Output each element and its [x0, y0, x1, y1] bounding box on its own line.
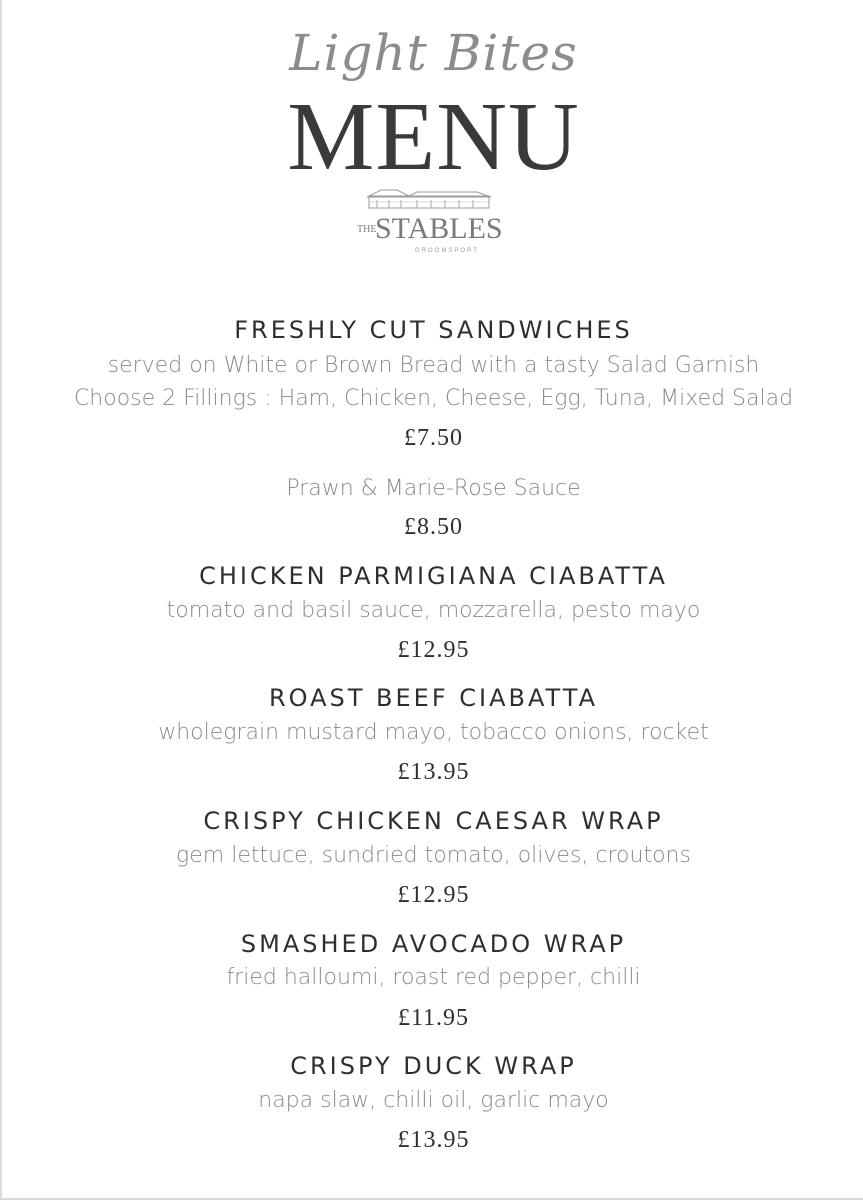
menu-item-description: wholegrain mustard mayo, tobacco onions, rocket — [158, 720, 709, 745]
menu-header — [2, 0, 863, 270]
menu-item-description: gem lettuce, sundried tomato, olives, croutons — [176, 843, 691, 868]
script-title: Light Bites — [289, 24, 578, 82]
sandwiches-heading: FRESHLY CUT SANDWICHES — [234, 316, 633, 344]
menu-item-price: £13.95 — [397, 1127, 470, 1153]
sandwiches-fillings: Choose 2 Fillings : Ham, Chicken, Cheese, Egg, Tuna, Mixed Salad — [73, 386, 794, 411]
menu-item-name: CHICKEN PARMIGIANA CIABATTA — [199, 562, 668, 590]
stables-logo — [353, 188, 503, 264]
menu-item-price: £13.95 — [397, 759, 470, 785]
menu-item-price: £12.95 — [397, 637, 470, 663]
logo-name: STABLES — [375, 212, 503, 245]
menu-item-price: £11.95 — [397, 1005, 470, 1031]
prawn-option-description: Prawn & Marie-Rose Sauce — [286, 476, 581, 501]
menu-item-description: fried halloumi, roast red pepper, chilli — [226, 965, 641, 990]
menu-item-name: ROAST BEEF CIABATTA — [268, 684, 599, 712]
menu-title: MENU — [287, 83, 580, 191]
building-illustration-icon — [367, 188, 491, 210]
prawn-option-price: £8.50 — [404, 514, 463, 540]
menu-item-price: £12.95 — [397, 882, 470, 908]
menu-item-description: tomato and basil sauce, mozzarella, pesto mayo — [166, 598, 701, 623]
logo-prefix: THE — [357, 224, 377, 235]
menu-item-name: SMASHED AVOCADO WRAP — [240, 930, 627, 958]
logo-location: GROOMSPORT — [415, 248, 479, 254]
sandwiches-price: £7.50 — [404, 425, 463, 451]
menu-item-name: CRISPY DUCK WRAP — [290, 1052, 577, 1080]
menu-item-name: CRISPY CHICKEN CAESAR WRAP — [203, 807, 664, 835]
sandwiches-description: served on White or Brown Bread with a tasty Salad Garnish — [107, 353, 760, 378]
menu-item-description: napa slaw, chilli oil, garlic mayo — [258, 1088, 609, 1113]
